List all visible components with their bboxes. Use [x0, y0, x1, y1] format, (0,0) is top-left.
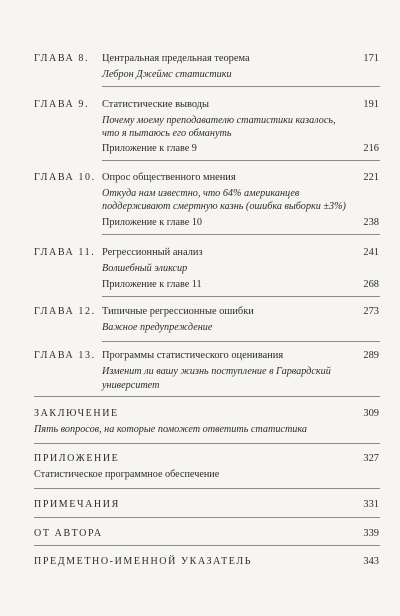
appendix-title: Приложение к главе 9: [102, 143, 197, 154]
chapter-subtitle: что я пытаюсь его обмануть: [102, 128, 232, 139]
chapter-title: Программы статистического оценивания: [102, 350, 284, 361]
chapter-subtitle: Леброн Джеймс статистики: [102, 69, 232, 80]
chapter-label: ГЛАВА 9.: [34, 99, 90, 110]
page-number: 268: [363, 279, 379, 290]
chapter-subtitle: Откуда нам известно, что 64% американцев: [102, 188, 300, 199]
chapter-13-row[interactable]: [0, 349, 400, 363]
chapter-subtitle: университет: [102, 380, 160, 391]
chapter-label: ГЛАВА 11.: [34, 247, 96, 258]
page-number: 221: [363, 172, 379, 183]
appendix-title: Приложение к главе 10: [102, 217, 202, 228]
section-label: ЗАКЛЮЧЕНИЕ: [34, 408, 119, 419]
page-number: 339: [363, 528, 379, 539]
page-number: 289: [363, 350, 379, 361]
divider: [34, 517, 380, 518]
page-number: 171: [363, 53, 379, 64]
chapter-label: ГЛАВА 13.: [34, 350, 96, 361]
chapter-subtitle: Важное предупреждение: [102, 322, 213, 333]
chapter-title: Типичные регрессионные ошибки: [102, 306, 254, 317]
divider: [102, 234, 380, 235]
page-number: 241: [363, 247, 379, 258]
notes-row[interactable]: [0, 498, 400, 512]
divider: [34, 545, 380, 546]
chapter-subtitle: поддерживают смертную казнь (ошибка выборки ±3%): [102, 201, 346, 212]
page-number: 331: [363, 499, 379, 510]
appendix-section-row[interactable]: [0, 452, 400, 466]
appendix-row[interactable]: [0, 142, 400, 156]
page-number: 191: [363, 99, 379, 110]
section-label: ОТ АВТОРА: [34, 528, 103, 539]
index-row[interactable]: [0, 555, 400, 569]
divider: [34, 443, 380, 444]
chapter-title: Регрессионный анализ: [102, 247, 203, 258]
section-label: ПРЕДМЕТНО-ИМЕННОЙ УКАЗАТЕЛЬ: [34, 556, 253, 567]
chapter-title: Центральная предельная теорема: [102, 53, 250, 64]
appendix-row[interactable]: [0, 278, 400, 292]
divider: [34, 488, 380, 489]
page-number: 238: [363, 217, 379, 228]
section-subtitle: Статистическое программное обеспечение: [34, 469, 220, 480]
page-number: 327: [363, 453, 379, 464]
chapter-title: Статистические выводы: [102, 99, 210, 110]
chapter-8-row[interactable]: [0, 52, 400, 66]
appendix-row[interactable]: [0, 216, 400, 230]
divider: [102, 86, 380, 87]
divider: [102, 296, 380, 297]
page-number: 343: [363, 556, 379, 567]
section-subtitle: Пять вопросов, на которые поможет ответить статистика: [34, 424, 308, 435]
chapter-subtitle: Изменит ли вашу жизнь поступление в Гарвардский: [102, 366, 331, 377]
chapter-11-row[interactable]: [0, 246, 400, 260]
chapter-12-row[interactable]: [0, 305, 400, 319]
section-label: ПРИЛОЖЕНИЕ: [34, 453, 120, 464]
chapter-label: ГЛАВА 8.: [34, 53, 90, 64]
section-label: ПРИМЕЧАНИЯ: [34, 499, 120, 510]
page-number: 309: [363, 408, 379, 419]
chapter-label: ГЛАВА 12.: [34, 306, 96, 317]
conclusion-row[interactable]: [0, 407, 400, 421]
page-number: 216: [363, 143, 379, 154]
divider: [102, 341, 380, 342]
chapter-10-row[interactable]: [0, 171, 400, 185]
divider: [102, 160, 380, 161]
chapter-subtitle: Волшебный эликсир: [102, 263, 188, 274]
chapter-label: ГЛАВА 10.: [34, 172, 96, 183]
chapter-subtitle: Почему моему преподавателю статистики казалось,: [102, 115, 336, 126]
chapter-title: Опрос общественного мнения: [102, 172, 236, 183]
page-number: 273: [363, 306, 379, 317]
divider: [34, 396, 380, 397]
from-author-row[interactable]: [0, 527, 400, 541]
appendix-title: Приложение к главе 11: [102, 279, 202, 290]
chapter-9-row[interactable]: [0, 98, 400, 112]
